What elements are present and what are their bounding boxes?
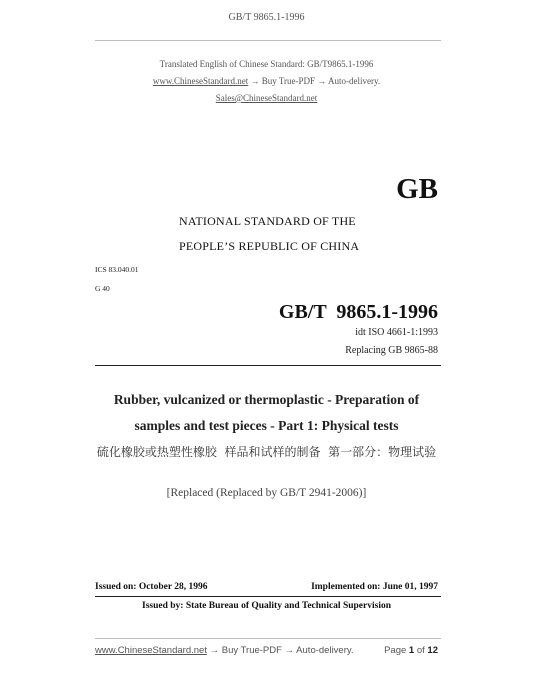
implemented-date: Implemented on: June 01, 1997 xyxy=(311,582,438,592)
email-line xyxy=(0,93,533,103)
replaced-note: [Replaced (Replaced by GB/T 2941-2006)] xyxy=(166,487,367,499)
standard-code: GB/T 9865.1-1996 xyxy=(278,301,438,323)
footer-purchase-line xyxy=(95,645,354,656)
page-total: 12 xyxy=(427,645,438,656)
idt-reference: idt ISO 4661-1:1993 xyxy=(355,327,438,338)
national-standard-line2: PEOPLE’S REPUBLIC OF CHINA xyxy=(179,239,360,253)
sales-email-link[interactable]: Sales@ChineseStandard.net xyxy=(215,93,318,103)
national-standard-line1: NATIONAL STANDARD OF THE xyxy=(179,214,356,228)
site-link[interactable]: www.ChineseStandard.net xyxy=(152,76,249,86)
gb-logo: GB xyxy=(396,173,438,205)
issued-date: Issued on: October 28, 1996 xyxy=(95,582,208,592)
purchase-line xyxy=(0,76,533,86)
title-en-line2: samples and test pieces - Part 1: Physical tests xyxy=(134,418,399,433)
page-of: of xyxy=(416,645,425,656)
replacing-reference: Replacing GB 9865-88 xyxy=(345,345,438,356)
page-current: 1 xyxy=(408,645,415,656)
running-header: GB/T 9865.1-1996 xyxy=(228,12,305,23)
g-code: G 40 xyxy=(95,284,110,293)
translation-notice: Translated English of Chinese Standard: GB/T9865.1-1996 xyxy=(159,59,374,69)
ics-code: ICS 83.040.01 xyxy=(95,265,139,274)
page-label: Page xyxy=(384,645,407,656)
footer-divider xyxy=(95,638,441,639)
header-divider xyxy=(95,40,441,41)
footer-site-link[interactable]: www.ChineseStandard.net xyxy=(95,645,207,656)
code-divider xyxy=(95,365,441,366)
page-indicator xyxy=(384,645,438,656)
footer-purchase-text: → Buy True-PDF → Auto-delivery. xyxy=(206,645,354,656)
title-cn: 硫化橡胶或热塑性橡胶 样品和试样的制备 第一部分：物理试验 xyxy=(96,445,437,459)
title-en-line1: Rubber, vulcanized or thermoplastic - Preparation of xyxy=(113,392,420,407)
purchase-text: → Buy True-PDF → Auto-delivery. xyxy=(248,76,381,86)
dates-divider xyxy=(95,596,441,597)
issuer: Issued by: State Bureau of Quality and Technical Supervision xyxy=(142,601,391,611)
